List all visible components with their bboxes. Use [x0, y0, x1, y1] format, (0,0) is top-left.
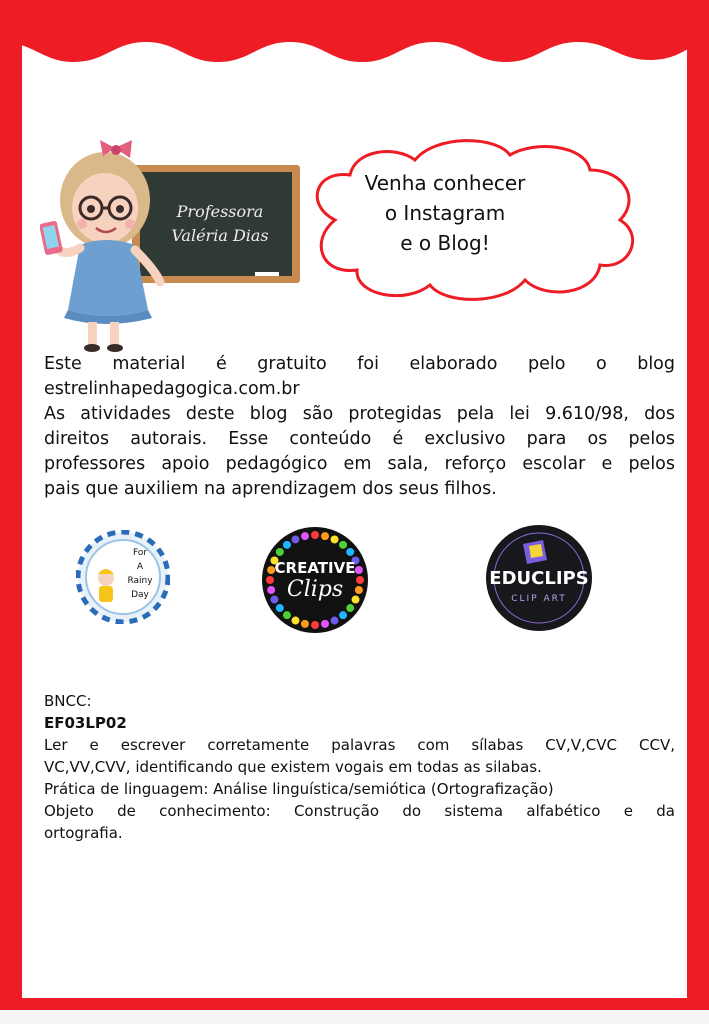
intro-line-1: Este material é gratuito foi elaborado pelo o blog: [44, 354, 675, 374]
bncc-line-5: ortografia.: [44, 824, 123, 842]
rainy-line-3: Rainy: [127, 576, 153, 586]
logo-dot: [301, 532, 309, 540]
clips-text: Clips: [286, 577, 344, 602]
board-text: [160, 200, 280, 248]
bottom-strip: [0, 1010, 709, 1024]
rainy-line-1: For: [132, 548, 148, 558]
bubble-text: [320, 168, 570, 258]
intro-line-3: As atividades deste blog são protegidas pela lei 9.610/98, dos: [44, 404, 675, 424]
logo-dot: [331, 617, 339, 625]
rainy-line-4: Day: [131, 590, 149, 600]
rainy-line-2: A: [136, 562, 144, 572]
logo-dot: [321, 532, 329, 540]
creative-text: CREATIVE: [274, 559, 356, 577]
educlips-text: EDUCLIPS: [489, 568, 589, 589]
clip-art-text: CLIP ART: [511, 594, 567, 604]
bncc-code: EF03LP02: [44, 714, 127, 732]
bncc-line-4: Objeto de conhecimento: Construção do sistema alfabético e da: [44, 802, 675, 820]
bubble-line-3: e o Blog!: [400, 231, 490, 255]
logo-dot: [291, 535, 299, 543]
logo-dot: [301, 620, 309, 628]
logo-educlips: [485, 524, 593, 632]
intro-line-6: pais que auxiliem na aprendizagem dos seus filhos.: [44, 479, 497, 499]
bncc-label: BNCC:: [44, 692, 92, 710]
board-line-2: Valéria Dias: [171, 226, 269, 245]
logo-creative-clips: [260, 525, 370, 635]
logo-dot: [276, 604, 284, 612]
logo-dot: [283, 541, 291, 549]
logo-dot: [346, 604, 354, 612]
bncc-line-2: VC,VV,CVV, identificando que existem vogais em todas as silabas.: [44, 758, 542, 776]
logo-dot: [339, 611, 347, 619]
bncc-line-1: Ler e escrever corretamente palavras com sílabas CV,V,CVC CCV,: [44, 736, 675, 754]
intro-line-4: direitos autorais. Esse conteúdo é exclusivo para os pelos: [44, 429, 675, 449]
intro-line-5: professores apoio pedagógico em sala, reforço escolar e pelos: [44, 454, 675, 474]
logo-dot: [311, 531, 319, 539]
bubble-line-2: o Instagram: [384, 201, 506, 225]
intro-line-2: estrelinhapedagogica.com.br: [44, 379, 300, 399]
bncc-line-3: Prática de linguagem: Análise linguística/semiótica (Ortografização): [44, 780, 554, 798]
wavy-top-border: [0, 0, 709, 80]
logo-dot: [283, 611, 291, 619]
logo-dot: [321, 620, 329, 628]
logo-dot: [339, 541, 347, 549]
logo-dot: [311, 621, 319, 629]
logo-dot: [331, 535, 339, 543]
bncc-section: [44, 690, 675, 844]
logo-dot: [291, 617, 299, 625]
intro-paragraph: [44, 352, 675, 502]
logo-dot: [346, 548, 354, 556]
logo-for-a-rainy-day: [76, 530, 170, 624]
bubble-line-1: Venha conhecer: [364, 171, 526, 195]
board-line-1: Professora: [176, 202, 264, 221]
logo-dot: [276, 548, 284, 556]
